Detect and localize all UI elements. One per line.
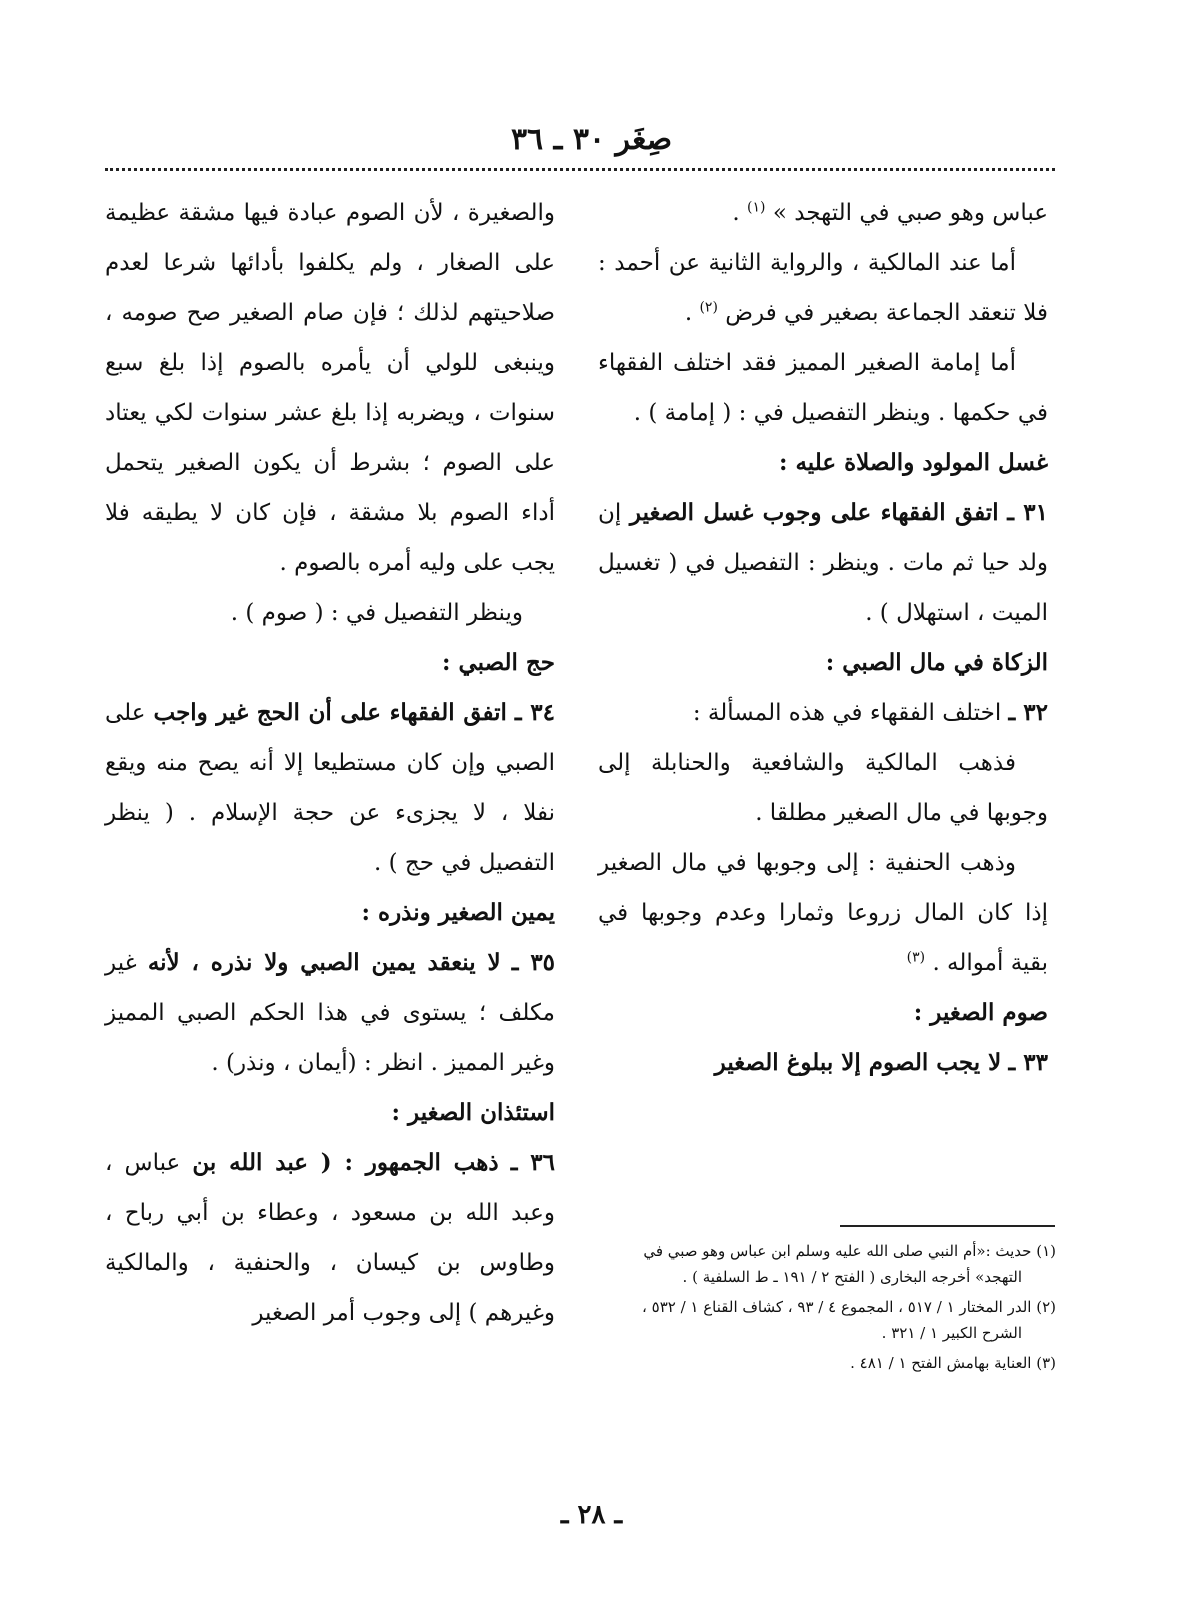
paragraph: أما إمامة الصغير المميز فقد اختلف الفقهاء في حكمها . وينظر التفصيل في : ( إمامة ) . — [598, 350, 1048, 426]
section-number: ٣٢ ـ — [1008, 699, 1048, 726]
left-column — [105, 188, 555, 1338]
paragraph: عباس وهو صبي في التهجد » $^{(١)}$ . — [732, 199, 1048, 226]
right-column — [598, 188, 1048, 1088]
page-header — [0, 120, 1183, 160]
footnote: (٢) الدر المختار ١ / ٥١٧ ، المجموع ٤ / ٩٣ ، كشاف القناع ١ / ٥٣٢ ، الشرح الكبير ١ / ٣٢١ . — [642, 1298, 1056, 1342]
footnote-ref: (٢) — [699, 299, 718, 316]
section-heading: غسل المولود والصلاة عليه : — [778, 449, 1048, 476]
paragraph: ٣٢ ـ اختلف الفقهاء في هذه المسألة : — [692, 699, 1048, 726]
section-number: ٣٣ ـ — [1008, 1049, 1048, 1076]
section-number: ٣٦ ـ — [510, 1149, 556, 1176]
header-divider — [105, 168, 1055, 171]
section-number: ٣١ ـ — [1007, 499, 1049, 526]
paragraph: وينظر التفصيل في : ( صوم ) . — [230, 600, 523, 626]
footnote-divider — [840, 1225, 1055, 1227]
paragraph: أما عند المالكية ، والرواية الثانية عن أحمد : فلا تنعقد الجماعة بصغير في فرض $^{(٢)}$ . — [598, 250, 1048, 326]
paragraph: ٣٦ ـ ذهب الجمهور : ( عبد الله بن عباس ، وعبد الله بن مسعود ، وعطاء بن أبي رباح ، وطاوس بن كيسان ، والحنفية ، والمالكية وغيرهم ) إلى وجوب أمر الصغير — [105, 1149, 556, 1326]
section-heading: صوم الصغير : — [913, 999, 1048, 1026]
section-heading: حج الصبي : — [441, 649, 555, 676]
paragraph: ٣٣ ـ لا يجب الصوم إلا ببلوغ الصغير — [714, 1049, 1048, 1076]
section-number: ٣٥ ـ — [511, 949, 556, 976]
paragraph: فذهب المالكية والشافعية والحنابلة إلى وجوبها في مال الصغير مطلقا . — [598, 750, 1048, 826]
paragraph: ٣٥ ـ لا ينعقد يمين الصبي ولا نذره ، لأنه غير مكلف ؛ يستوى في هذا الحكم الصبي المميز وغير المميز . انظر : (أيمان ، ونذر) . — [105, 949, 556, 1076]
paragraph: والصغيرة ، لأن الصوم عبادة فيها مشقة عظيمة على الصغار ، ولم يكلفوا بأدائها شرعا لعدم صلاحيتهم لذلك ؛ فإن صام الصغير صح صومه ، وينبغى للولي أن يأمره بالصوم إذا بلغ سبع سنوات ، ويضربه إذا بلغ عشر سنوات لكي يعتاد على الصوم ؛ بشرط أن يكون الصغير يتحمل أداء الصوم بلا مشقة ، فإن كان لا يطيقه فلا يجب على وليه أمره بالصوم . — [105, 200, 555, 576]
section-heading: يمين الصغير ونذره : — [361, 899, 555, 926]
section-heading: استئذان الصغير : — [391, 1099, 555, 1126]
footnote: (٣) العناية بهامش الفتح ١ / ٤٨١ . — [850, 1354, 1056, 1372]
footnote-ref: (٣) — [906, 949, 926, 966]
footnotes — [598, 1238, 1056, 1380]
header-title: صِغَر ٣٠ ـ ٣٦ — [510, 122, 673, 157]
section-heading: الزكاة في مال الصبي : — [825, 649, 1048, 676]
paragraph: ٣٤ ـ اتفق الفقهاء على أن الحج غير واجب على الصبي وإن كان مستطيعا إلا أنه يصح منه ويقع نفلا ، لا يجزىء عن حجة الإسلام . ( ينظر التفصيل في حج ) . — [105, 699, 556, 876]
page-number: ـ ٢٨ ـ — [560, 1500, 623, 1530]
paragraph: وذهب الحنفية : إلى وجوبها في مال الصغير إذا كان المال زروعا وثمارا وعدم وجوبها في بقية أمواله . $^{(٣)}$ — [598, 850, 1048, 976]
section-number: ٣٤ ـ — [514, 699, 556, 726]
paragraph: ٣١ ـ اتفق الفقهاء على وجوب غسل الصغير إن ولد حيا ثم مات . وينظر : التفصيل في ( تغسيل الميت ، استهلال ) . — [598, 499, 1049, 626]
footnote: (١) حديث :«أم النبي صلى الله عليه وسلم ابن عباس وهو صبي في التهجد» أخرجه البخارى ( الفتح ٢ / ١٩١ ـ ط السلفية ) . — [643, 1242, 1056, 1286]
footnote-ref: (١) — [747, 199, 766, 216]
